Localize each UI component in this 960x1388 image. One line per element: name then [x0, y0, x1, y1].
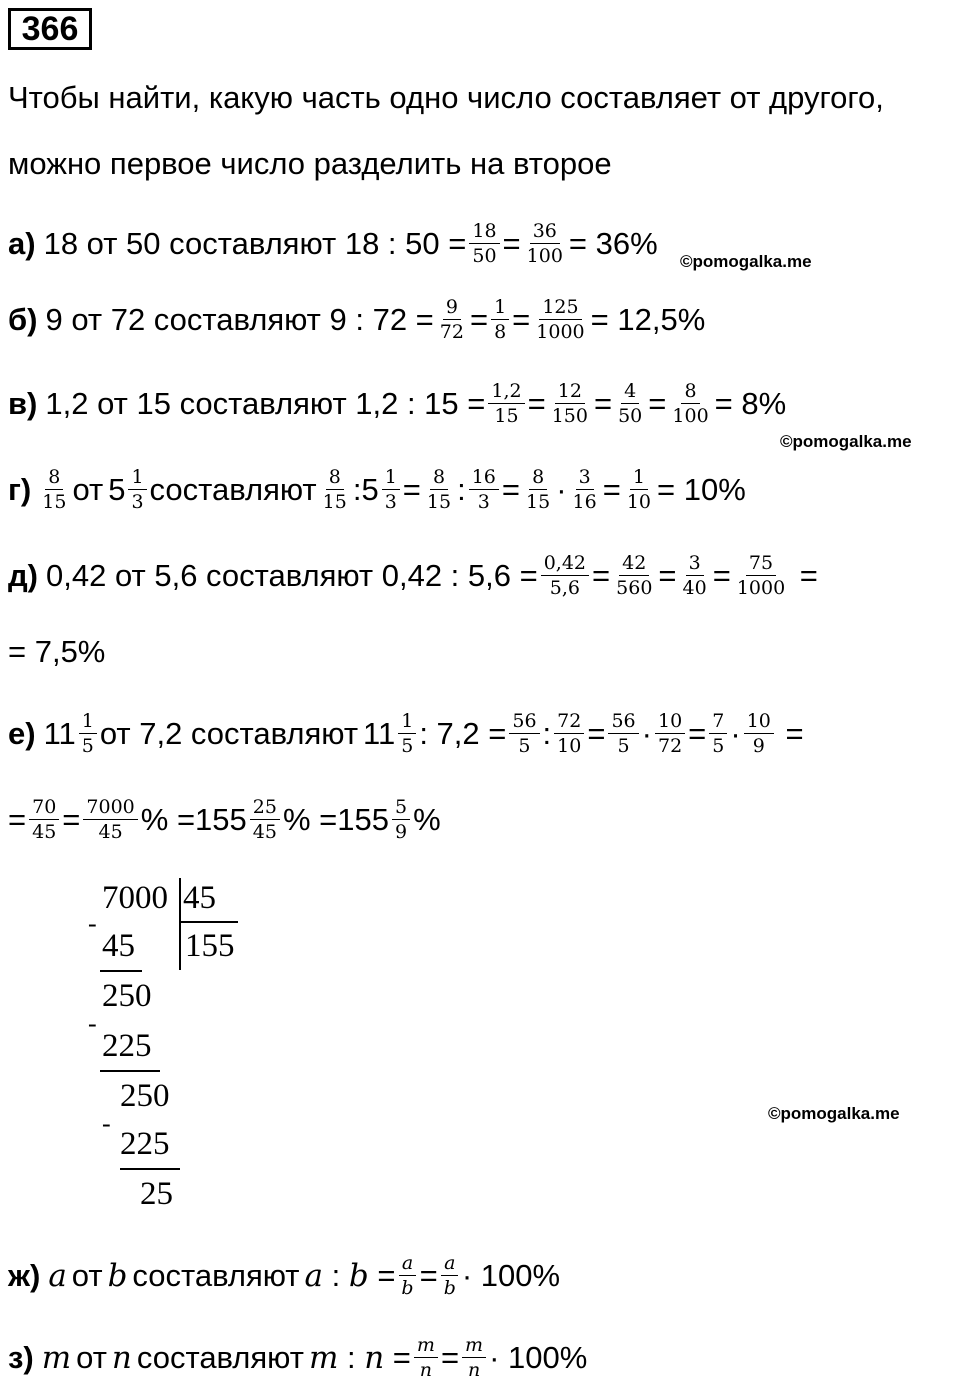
whole-part: 155 [337, 801, 389, 837]
word-of: от [71, 1257, 103, 1293]
fraction: $\frac{8}{15}$ [426, 466, 452, 513]
item-zh: ж) a от b составляют a : b = $\frac{a}{b}$ = $\frac{a}{b}$ · 100% [8, 1252, 561, 1299]
fraction: $\frac{8}{15}$ [322, 466, 347, 513]
fraction: $\frac{a}{b}$ [398, 1252, 416, 1299]
intro-line-2: можно первое число разделить на второе [8, 146, 612, 181]
e-line-2: = $\frac{70}{45}$ = $\frac{7000}{45}$ % = 155 $\frac{25}{45}$ % = 155 $\frac{5}{9}$ % [8, 796, 441, 843]
whole-part: 155 [195, 801, 247, 837]
word-makes-up: составляют [132, 1257, 300, 1293]
divisor: 45 [183, 880, 216, 916]
fraction: $\frac{1}{5}$ [79, 710, 97, 757]
fraction: $\frac{70}{45}$ [29, 796, 59, 843]
fraction: $\frac{7}{5}$ [709, 710, 727, 757]
whole-part: 11 [43, 715, 76, 751]
variable: m [308, 1339, 339, 1376]
fraction: $\frac{10}{72}$ [655, 710, 685, 757]
v-result: = 8% [714, 385, 787, 421]
fraction: $\frac{75}{1000}$ [736, 552, 786, 599]
a-text: 18 от 50 составляют 18 : 50 = [43, 225, 467, 261]
fraction: $\frac{72}{10}$ [554, 710, 584, 757]
word-makes-up: составляют [136, 1339, 304, 1375]
fraction: $\frac{125}{1000}$ [536, 296, 585, 343]
g-result: = 10% [657, 471, 746, 507]
fraction: $\frac{1}{8}$ [491, 296, 509, 343]
fraction: $\frac{42}{560}$ [616, 552, 653, 599]
z-result: · 100% [489, 1339, 588, 1375]
division-step: 250 [120, 1078, 170, 1114]
division-bar [179, 878, 181, 970]
fraction: $\frac{56}{5}$ [608, 710, 638, 757]
fraction: $\frac{4}{50}$ [618, 380, 643, 427]
item-a: а) 18 от 50 составляют 18 : 50 = $\frac{18}{50}$ = $\frac{36}{100}$ = 36% [8, 220, 658, 267]
fraction: $\frac{a}{b}$ [441, 1252, 459, 1299]
intro-line-1: Чтобы найти, какую часть одно число составляет от другого, [8, 80, 884, 115]
division-step: 250 [102, 978, 152, 1014]
zh-result: · 100% [461, 1257, 561, 1293]
fraction: $\frac{1}{10}$ [626, 466, 652, 513]
fraction: $\frac{7000}{45}$ [83, 796, 137, 843]
label-e: е) [8, 715, 36, 751]
d-continuation: = 7,5% [8, 634, 106, 669]
fraction: $\frac{m}{n}$ [462, 1334, 486, 1381]
a-result: = 36% [568, 225, 658, 261]
step-line [120, 1168, 180, 1170]
watermark: ©pomogalka.me [680, 252, 812, 271]
item-v: в) 1,2 от 15 составляют 1,2 : 15 = $\frac{1,2}{15}$ = $\frac{12}{150}$ = $\frac{4}{50}$ = $\frac{8}{100}$ = 8% [8, 380, 787, 427]
b-text: 9 от 72 составляют 9 : 72 = [45, 301, 434, 337]
minus-sign: - [88, 1009, 97, 1038]
label-d: д) [8, 557, 39, 593]
fraction: $\frac{1,2}{15}$ [488, 380, 524, 427]
label-g: г) [8, 471, 32, 507]
fraction: $\frac{10}{9}$ [744, 710, 774, 757]
b-result: = 12,5% [590, 301, 706, 337]
fraction: $\frac{5}{9}$ [392, 796, 410, 843]
label-z: з) [8, 1339, 34, 1375]
fraction: $\frac{12}{150}$ [551, 380, 588, 427]
whole-part: 5 [361, 471, 379, 507]
e-div: : 7,2 = [419, 715, 507, 751]
quotient: 155 [185, 928, 235, 964]
fraction: $\frac{1}{3}$ [128, 466, 146, 513]
item-g: г) $\frac{8}{15}$ от 5 $\frac{1}{3}$ составляют $\frac{8}{15}$ : 5 $\frac{1}{3}$ = $\frac{8}{15}$ : $\frac{16}{3}$ = $\frac{8}{15}$ · $\frac{3}{16}$ = $\frac{1}{10}$ = 10% [8, 466, 746, 513]
variable: n [111, 1339, 132, 1376]
v-text: 1,2 от 15 составляют 1,2 : 15 = [45, 385, 486, 421]
fraction: $\frac{18}{50}$ [469, 220, 499, 267]
step-line [100, 1070, 160, 1072]
fraction: $\frac{8}{15}$ [42, 466, 67, 513]
variable: a [48, 1257, 67, 1294]
label-a: а) [8, 225, 36, 261]
label-b: б) [8, 301, 38, 337]
division-step: 225 [102, 1028, 152, 1064]
variable: n [364, 1339, 385, 1376]
fraction: $\frac{25}{45}$ [250, 796, 280, 843]
fraction: $\frac{16}{3}$ [469, 466, 499, 513]
watermark: ©pomogalka.me [780, 432, 912, 451]
fraction: $\frac{1}{3}$ [382, 466, 400, 513]
e-text: от 7,2 составляют [99, 715, 359, 751]
variable: b [107, 1257, 128, 1294]
fraction: $\frac{3}{16}$ [572, 466, 597, 513]
step-line [100, 970, 142, 972]
item-e: е) 11 $\frac{1}{5}$ от 7,2 составляют 11 $\frac{1}{5}$ : 7,2 = $\frac{56}{5}$ : $\frac{72}{10}$ = $\frac{56}{5}$ · $\frac{10}{72}$ = $\frac{7}{5}$ · $\frac{10}{9}$ = [8, 710, 804, 757]
minus-sign: - [102, 1109, 111, 1138]
item-z: з) m от n составляют m : n = $\frac{m}{n}$ = $\frac{m}{n}$ · 100% [8, 1334, 588, 1381]
fraction: $\frac{1}{5}$ [398, 710, 416, 757]
fraction: $\frac{56}{5}$ [509, 710, 539, 757]
task-number: 366 [8, 8, 92, 50]
fraction: $\frac{9}{72}$ [439, 296, 464, 343]
whole-part: 5 [108, 471, 126, 507]
division-step: 225 [120, 1126, 170, 1162]
division-step: 45 [102, 928, 135, 964]
whole-part: 11 [363, 715, 396, 751]
label-zh: ж) [8, 1257, 41, 1293]
minus-sign: - [88, 909, 97, 938]
variable: b [348, 1257, 369, 1294]
fraction: $\frac{8}{100}$ [672, 380, 709, 427]
divisor-underline [180, 921, 238, 923]
d-text: 0,42 от 5,6 составляют 0,42 : 5,6 = [46, 557, 538, 593]
word-of: от [76, 1339, 107, 1375]
fraction: $\frac{36}{100}$ [526, 220, 563, 267]
label-v: в) [8, 385, 38, 421]
word-makes-up: составляют [149, 471, 317, 507]
variable: a [304, 1257, 323, 1294]
fraction: $\frac{8}{15}$ [526, 466, 551, 513]
item-d: д) 0,42 от 5,6 составляют 0,42 : 5,6 = $\frac{0,42}{5,6}$ = $\frac{42}{560}$ = $\frac{3}{40}$ = $\frac{75}{1000}$ = [8, 552, 818, 599]
fraction: $\frac{0,42}{5,6}$ [541, 552, 589, 599]
watermark: ©pomogalka.me [768, 1104, 900, 1123]
fraction: $\frac{3}{40}$ [682, 552, 707, 599]
word-of: от [72, 471, 104, 507]
item-b: б) 9 от 72 составляют 9 : 72 = $\frac{9}{72}$ = $\frac{1}{8}$ = $\frac{125}{1000}$ = 12,5% [8, 296, 706, 343]
variable: m [41, 1339, 72, 1376]
dividend: 7000 [102, 880, 168, 916]
fraction: $\frac{m}{n}$ [414, 1334, 438, 1381]
division-remainder: 25 [140, 1176, 173, 1212]
